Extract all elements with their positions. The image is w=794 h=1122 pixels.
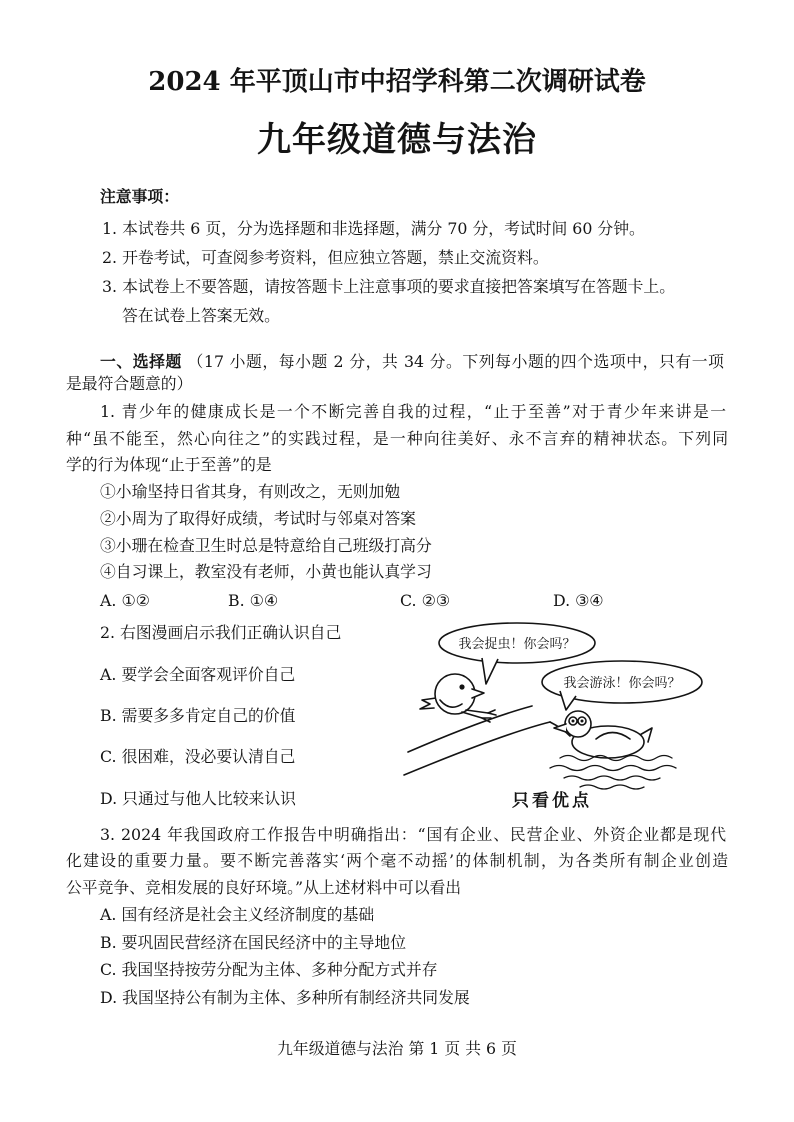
question-2-option-d: D. 只通过与他人比较来认识 — [100, 789, 296, 808]
question-3-option-b: B. 要巩固民营经济在国民经济中的主导地位 — [100, 933, 406, 952]
question-3-stem: 公平竞争、竞相发展的良好环境。”从上述材料中可以看出 — [66, 878, 462, 897]
notice-item: 2. 开卷考试，可查阅参考资料，但应独立答题，禁止交流资料。 — [102, 248, 549, 267]
question-1-option-a: A. ①② — [100, 591, 150, 610]
exam-title: 2024 年平顶山市中招学科第二次调研试卷 — [148, 67, 646, 97]
question-2-option-b: B. 需要多多肯定自己的价值 — [100, 706, 296, 725]
question-1-stem: 1. 青少年的健康成长是一个不断完善自我的过程，“止于至善”对于青少年来讲是一 — [100, 402, 726, 421]
speech-bubble-duckling — [542, 661, 702, 710]
cartoon-caption: 只看优点 — [512, 791, 592, 811]
question-1-statement: ①小瑜坚持日省其身，有则改之，无则加勉 — [100, 482, 401, 501]
question-3-option-a: A. 国有经济是社会主义经济制度的基础 — [100, 905, 375, 924]
section-instructions-continuation: 是最符合题意的） — [66, 374, 193, 393]
question-3-stem: 化建设的重要力量。要不断完善落实‘两个毫不动摇’的体制机制，为各类所有制企业创造 — [66, 851, 728, 870]
question-1-option-b: B. ①④ — [228, 591, 278, 610]
section-instructions: （17 小题，每小题 2 分，共 34 分。下列每小题的四个选项中，只有一项 — [187, 352, 724, 371]
notice-item: 3. 本试卷上不要答题，请按答题卡上注意事项的要求直接把答案填写在答题卡上。 — [102, 277, 675, 296]
riverbank — [404, 706, 570, 775]
notice-item-continuation: 答在试卷上答案无效。 — [122, 306, 280, 325]
question-1-option-d: D. ③④ — [553, 591, 604, 610]
notice-item: 1. 本试卷共 6 页，分为选择题和非选择题，满分 70 分，考试时间 60 分钟。 — [102, 219, 645, 238]
chick-speech-text: 我会捉虫！你会吗？ — [458, 637, 576, 652]
question-1-statement: ③小珊在检查卫生时总是特意给自己班级打高分 — [100, 536, 432, 555]
chick-figure — [420, 674, 496, 722]
question-2-option-c: C. 很困难，没必要认清自己 — [100, 747, 296, 766]
question-1-stem: 种“虽不能至，然心向往之”的实践过程，是一种向往美好、永不言弃的精神状态。下列同 — [66, 429, 728, 448]
question-1-option-c: C. ②③ — [400, 591, 450, 610]
question-3-option-c: C. 我国坚持按劳分配为主体、多种分配方式并存 — [100, 960, 438, 979]
question-1-statement: ②小周为了取得好成绩，考试时与邻桌对答案 — [100, 509, 416, 528]
section-heading-line — [100, 352, 724, 372]
duckling-speech-text: 我会游泳！你会吗？ — [563, 676, 681, 691]
question-1-stem: 学的行为体现“止于至善”的是 — [66, 455, 272, 474]
subject-title: 九年级道德与法治 — [257, 120, 537, 160]
question-2-stem: 2. 右图漫画启示我们正确认识自己 — [100, 623, 342, 642]
section-title: 一、选择题 — [100, 352, 182, 371]
water-ripples — [550, 756, 676, 790]
question-1-statement: ④自习课上，教室没有老师，小黄也能认真学习 — [100, 562, 432, 581]
page-footer: 九年级道德与法治 第 1 页 共 6 页 — [277, 1039, 517, 1058]
question-3-stem: 3. 2024 年我国政府工作报告中明确指出：“国有企业、民营企业、外资企业都是现代 — [100, 825, 726, 844]
question-2-option-a: A. 要学会全面客观评价自己 — [100, 665, 296, 684]
notice-heading: 注意事项： — [100, 187, 179, 206]
question-3-option-d: D. 我国坚持公有制为主体、多种所有制经济共同发展 — [100, 988, 470, 1007]
cartoon-illustration — [400, 618, 710, 798]
